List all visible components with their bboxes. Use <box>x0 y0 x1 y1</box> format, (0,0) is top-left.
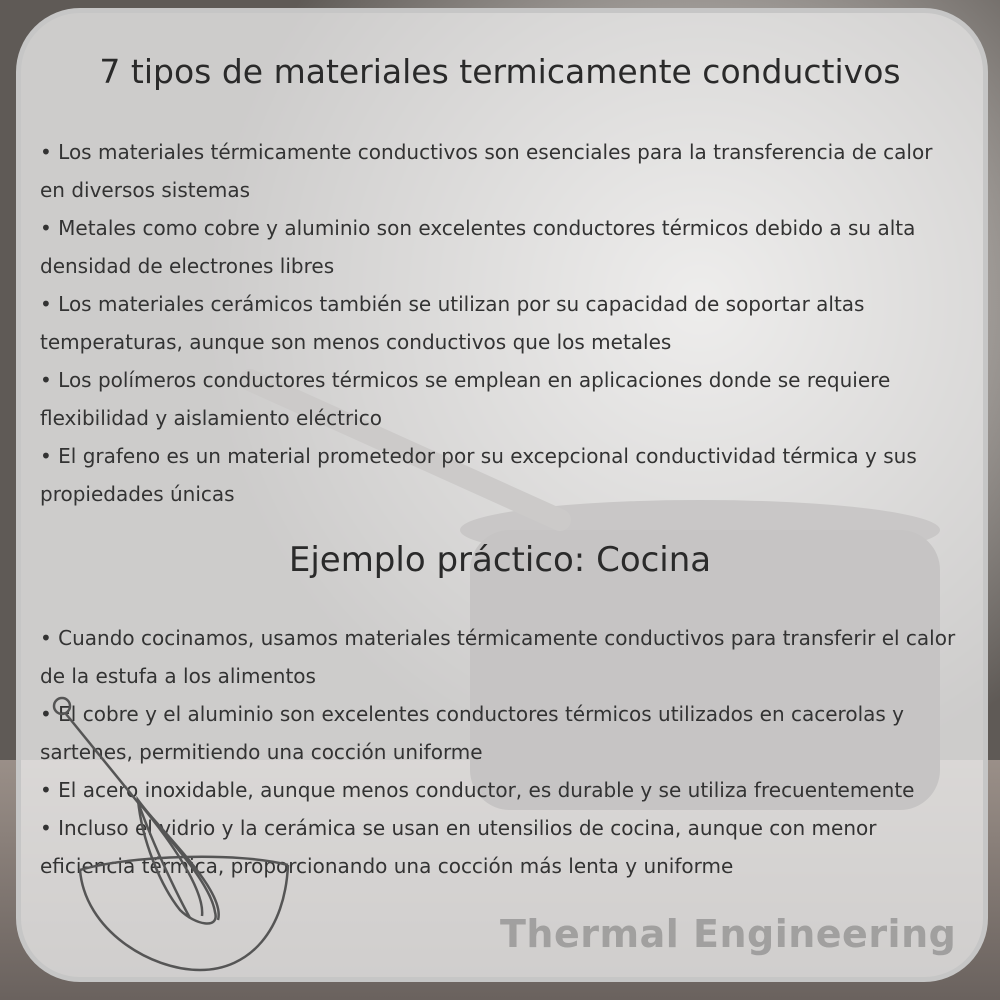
list-item: • El grafeno es un material prometedor por su excepcional conductividad térmica y sus propiedades únicas <box>40 444 917 506</box>
brand-watermark: Thermal Engineering <box>500 912 957 956</box>
list-item: • Los materiales térmicamente conductivos son esenciales para la transferencia de calor en diversos sistemas <box>40 140 933 202</box>
bullet-list-materials <box>40 133 960 513</box>
list-item: • Incluso el vidrio y la cerámica se usan en utensilios de cocina, aunque con menor eficiencia térmica, proporcionando una cocción más lenta y uniforme <box>40 816 877 878</box>
list-item: • El cobre y el aluminio son excelentes conductores térmicos utilizados en cacerolas y sartenes, permitiendo una cocción uniforme <box>40 702 905 764</box>
section-heading: Ejemplo práctico: Cocina <box>288 540 712 580</box>
page-title: 7 tipos de materiales termicamente conductivos <box>99 52 901 91</box>
list-item: • Los materiales cerámicos también se utilizan por su capacidad de soportar altas temperaturas, aunque son menos conductivos que los metales <box>40 292 865 354</box>
whisk-bowl-icon <box>30 680 300 980</box>
list-item: • El acero inoxidable, aunque menos conductor, es durable y se utiliza frecuentemente <box>40 778 915 802</box>
list-item: • Metales como cobre y aluminio son excelentes conductores térmicos debido a su alta densidad de electrones libres <box>40 216 916 278</box>
list-item: • Los polímeros conductores térmicos se emplean en aplicaciones donde se requiere flexibilidad y aislamiento eléctrico <box>40 368 891 430</box>
list-item: • Cuando cocinamos, usamos materiales térmicamente conductivos para transferir el calor de la estufa a los alimentos <box>40 626 956 688</box>
